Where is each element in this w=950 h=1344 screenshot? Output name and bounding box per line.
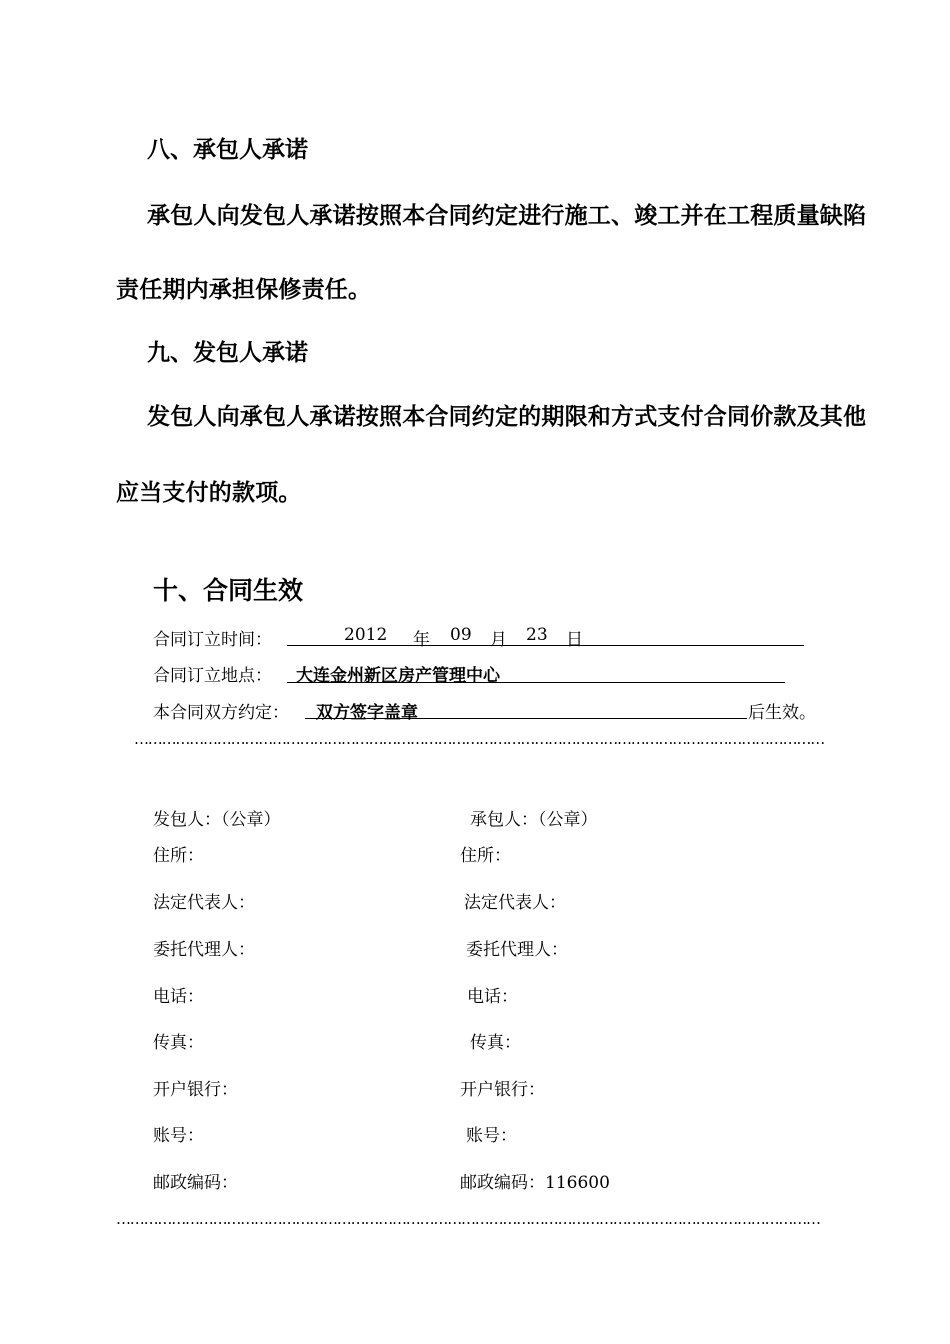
employer-fax-label: 传真： <box>153 1033 204 1053</box>
contractor-title: 承包人：（公章） <box>470 810 598 830</box>
sign-day-unit: 日 <box>566 630 583 650</box>
contractor-postcode-value: 116600 <box>545 1173 610 1193</box>
dotted-separator: …………………………………………………………………………………………………………………………………… <box>134 730 824 748</box>
section10-heading: 十、合同生效 <box>153 576 304 605</box>
contractor-address-label: 住所： <box>460 846 511 866</box>
sign-month: 09 <box>450 625 472 645</box>
sign-day: 23 <box>526 625 548 645</box>
agreement-value: 双方签字盖章 <box>316 703 418 723</box>
sign-place-value: 大连金州新区房产管理中心 <box>296 666 500 686</box>
sign-time-label: 合同订立时间： <box>153 630 272 650</box>
employer-postcode-label: 邮政编码： <box>153 1173 238 1193</box>
employer-bank-label: 开户银行： <box>153 1080 238 1100</box>
section9-heading: 九、发包人承诺 <box>147 340 308 366</box>
section8-text-line1: 承包人向发包人承诺按照本合同约定进行施工、竣工并在工程质量缺陷 <box>147 203 867 229</box>
section9-text-line2: 应当支付的款项。 <box>116 480 302 506</box>
agreement-suffix: 后生效。 <box>748 703 816 723</box>
contractor-agent-label: 委托代理人： <box>466 940 568 960</box>
employer-legal-rep-label: 法定代表人： <box>153 893 255 913</box>
contractor-legal-rep-label: 法定代表人： <box>464 893 566 913</box>
contractor-postcode <box>460 1168 610 1193</box>
employer-address-label: 住所： <box>153 846 204 866</box>
contractor-postcode-label: 邮政编码： <box>460 1173 545 1193</box>
section8-heading: 八、承包人承诺 <box>147 137 308 163</box>
employer-title: 发包人：（公章） <box>153 810 281 830</box>
sign-time-underline <box>287 645 804 646</box>
sign-place-label: 合同订立地点： <box>153 666 272 686</box>
sign-month-unit: 月 <box>490 630 507 650</box>
section8-text-line2: 责任期内承担保修责任。 <box>116 277 372 303</box>
employer-account-label: 账号： <box>153 1126 204 1146</box>
section9-text-line1: 发包人向承包人承诺按照本合同约定的期限和方式支付合同价款及其他 <box>147 404 867 430</box>
contractor-bank-label: 开户银行： <box>460 1080 545 1100</box>
sign-year-unit: 年 <box>413 630 430 650</box>
dotted-separator-bottom: ……………………………………………………………………………………………………………………………………… <box>116 1210 820 1228</box>
sign-year: 2012 <box>344 625 388 645</box>
employer-agent-label: 委托代理人： <box>153 940 255 960</box>
contractor-fax-label: 传真： <box>470 1033 521 1053</box>
contractor-account-label: 账号： <box>466 1126 517 1146</box>
agreement-label: 本合同双方约定： <box>153 703 289 723</box>
contractor-phone-label: 电话： <box>467 987 518 1007</box>
employer-phone-label: 电话： <box>153 987 204 1007</box>
